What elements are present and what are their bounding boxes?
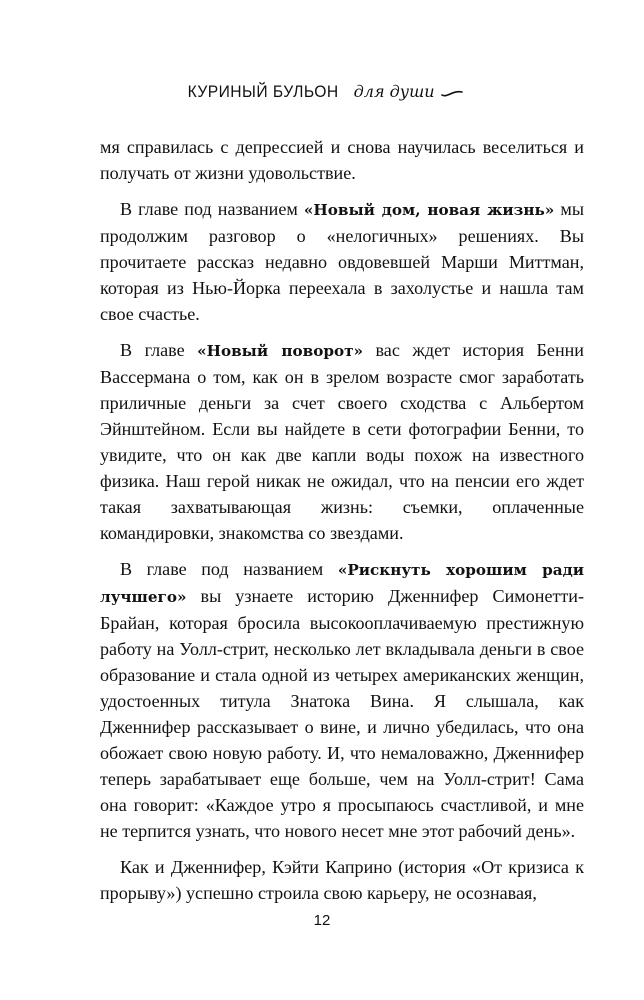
paragraph-2: [100, 196, 584, 327]
page-number: 12: [313, 912, 331, 929]
paragraph-3: [100, 337, 584, 546]
paragraph-3-text: вас ждет история Бенни Вассермана о том, как он в зрелом возрасте смог заработать приличные деньги за счет своего сходства с Альбертом Эйнштейном. Если вы найдете в сети фотографии Бенни, то увидите, что он как две капли воды похож на известного физика. Наш герой никак не ожидал, что на пенсии его ждет такая захватывающая жизнь: съемки, оплаченные командировки, знакомства со звездами.: [100, 340, 584, 543]
chapter-title-new-home: «Новый дом, новая жизнь»: [303, 201, 555, 219]
paragraph-2-lead: В главе под названием: [120, 199, 304, 219]
body-text: [100, 134, 584, 916]
chapter-title-new-turn: «Новый поворот»: [197, 342, 363, 360]
book-title-script: для души: [353, 82, 435, 101]
paragraph-5: Как и Дженнифер, Кэйти Каприно (история «От кризиса к прорыву») успешно строила свою карьеру, не осознавая,: [100, 857, 584, 903]
paragraph-4-text: вы узнаете историю Дженнифер Симонетти-Брайан, которая бросила высокооплачиваемую престижную работу на Уолл-стрит, несколько лет вкладывала деньги в свое образование и стала одной из четырех американских женщин, удостоенных титула Знатока Вина. Я слышала, как Дженнифер рассказывает о вине, и лично убедилась, что она обожает свою новую работу. И, что немаловажно, Дженнифер теперь зарабатывает еще больше, чем на Уолл-стрит! Сама она говорит: «Каждое утро я просыпаюсь счастливой, и мне не терпится узнать, что нового несет мне этот рабочий день».: [100, 586, 584, 841]
paragraph-4: [100, 556, 584, 844]
paragraph-1: мя справилась с депрессией и снова научилась веселиться и получать от жизни удовольствие.: [100, 137, 584, 183]
paragraph-3-lead: В главе: [120, 340, 198, 360]
paragraph-2-text: мы продолжим разговор о «нелогичных» решениях. Вы прочитаете рассказ недавно овдовевшей Марши Миттман, которая из Нью-Йорка переехала в захолустье и нашла там свое счастье.: [100, 199, 584, 324]
running-header: [0, 82, 644, 102]
paragraph-4-lead: В главе под названием: [120, 559, 338, 579]
chapter-title-risk-good: «Рискнуть хорошим ради лучшего»: [100, 561, 584, 606]
swash-decoration-icon: [441, 86, 463, 100]
book-title: КУРИНЫЙ БУЛЬОН: [188, 82, 340, 101]
